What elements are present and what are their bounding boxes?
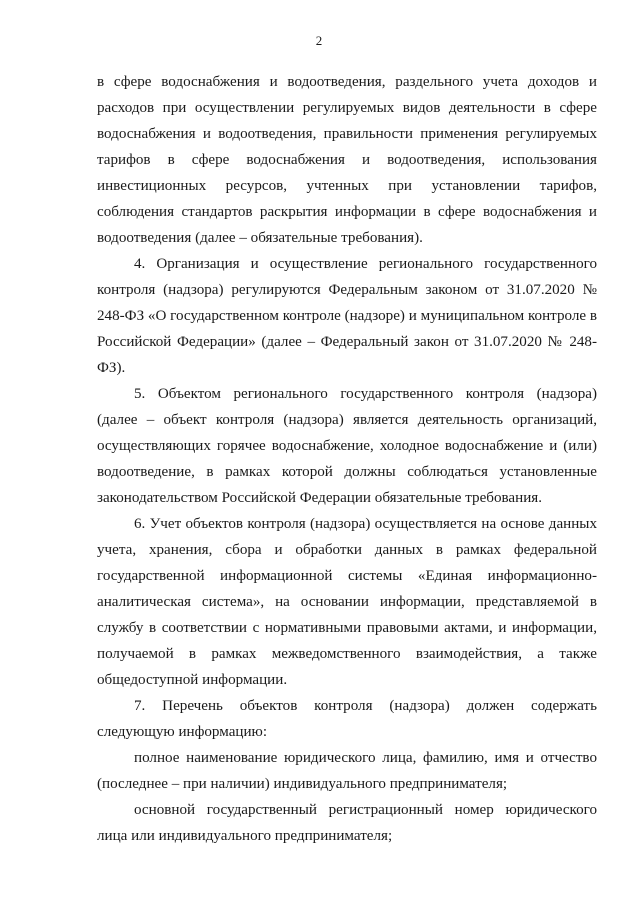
- paragraph-7-item-2: основной государственный регистрационный номер юридического лица или индивидуального предпринимателя;: [97, 802, 597, 844]
- page-number: 2: [315, 33, 323, 48]
- paragraph-4: 4. Организация и осуществление регионального государственного контроля (надзора) регулируются Федеральным законом от 31.07.2020 № 248-ФЗ «О государственном контроле (надзоре) и муниципальном контроле в Российской Федерации» (далее – Федеральный закон от 31.07.2020 № 248-ФЗ).: [97, 256, 597, 376]
- paragraph-6: 6. Учет объектов контроля (надзора) осуществляется на основе данных учета, хранения, сбора и обработки данных в рамках федеральной государственной информационной системы «Единая информационно-аналитическая система», на основании информации, представляемой в службу в соответствии с нормативными правовыми актами, и информации, получаемой в рамках межведомственного взаимодействия, а также общедоступной информации.: [97, 516, 597, 688]
- paragraph-7-item-1: полное наименование юридического лица, фамилию, имя и отчество (последнее – при наличии) индивидуального предпринимателя;: [97, 750, 597, 792]
- paragraph-continuation: в сфере водоснабжения и водоотведения, раздельного учета доходов и расходов при осуществлении регулируемых видов деятельности в сфере водоснабжения и водоотведения, правильности применения регулируемых тарифов в сфере водоснабжения и водоотведения, использования инвестиционных ресурсов, учтенных при установлении тарифов, соблюдения стандартов раскрытия информации в сфере водоснабжения и водоотведения (далее – обязательные требования).: [97, 74, 597, 246]
- paragraph-5: 5. Объектом регионального государственного контроля (надзора) (далее – объект контроля (надзора) является деятельность организаций, осуществляющих горячее водоснабжение, холодное водоснабжение и (или) водоотведение, в рамках которой должны соблюдаться установленные законодательством Российской Федерации обязательные требования.: [97, 386, 597, 506]
- document-body: [97, 69, 597, 849]
- paragraph-7: 7. Перечень объектов контроля (надзора) должен содержать следующую информацию:: [97, 698, 597, 740]
